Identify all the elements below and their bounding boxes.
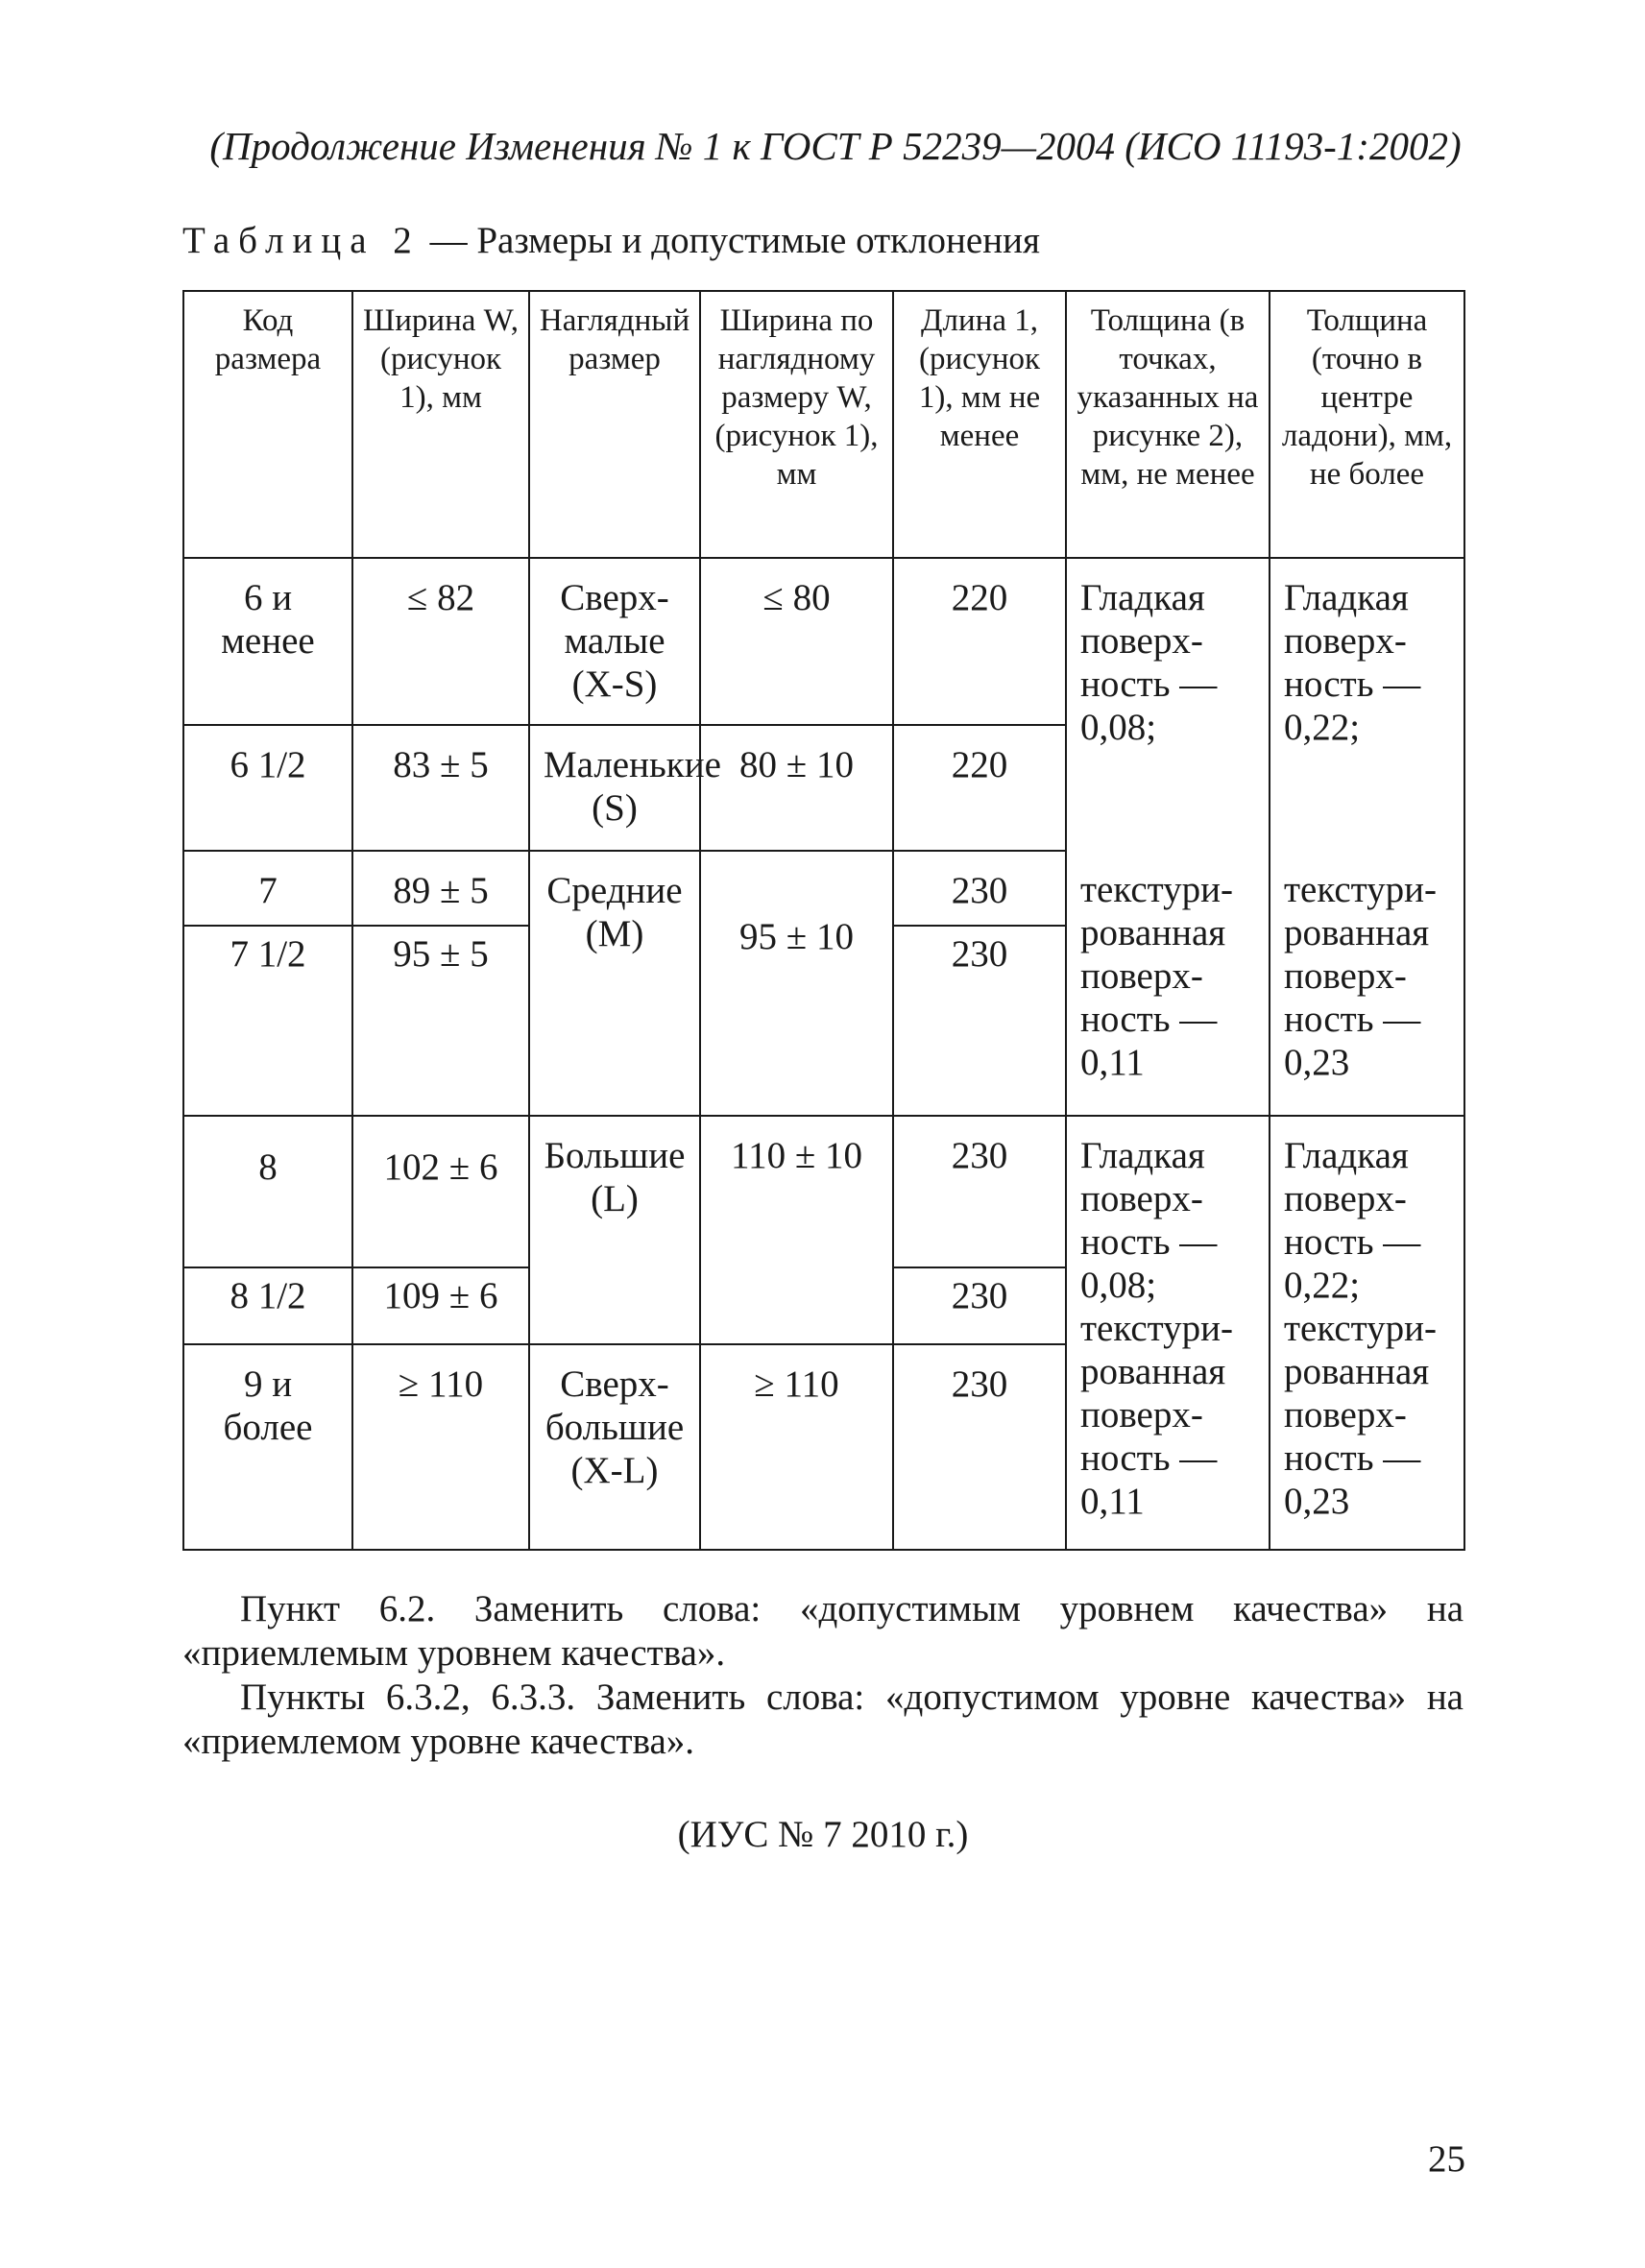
table-row	[183, 851, 1464, 926]
cell-visual-size: Средние (М)	[529, 851, 700, 1116]
paragraph-text: Пункт 6.2. Заменить слова: «допустимым уровнем качества» на «приемлемым уровнем качества».	[182, 1588, 1464, 1674]
paragraph-6-2	[182, 1587, 1464, 1676]
paragraph-text: Пункты 6.3.2, 6.3.3. Заменить слова: «допустимом уровне качества» на «приемлемом уровне качества».	[182, 1677, 1464, 1762]
cell-visual-size: Сверх-большие (X-L)	[529, 1344, 700, 1550]
header-size-code: Код размера	[183, 291, 352, 558]
cell-length: 220	[893, 558, 1066, 725]
cell-width: ≥ 110	[352, 1344, 529, 1550]
header-visual-size: Наглядный размер	[529, 291, 700, 558]
cell-code: 9 и более	[183, 1344, 352, 1550]
page-number: 25	[1428, 2138, 1465, 2180]
cell-thickness-max-smooth: Гладкая поверх-ность — 0,22;	[1270, 558, 1464, 851]
header-width: Ширина W, (рисунок 1), мм	[352, 291, 529, 558]
cell-code: 8	[183, 1116, 352, 1267]
header-length: Длина 1, (рисунок 1), мм не менее	[893, 291, 1066, 558]
table-caption-label: Таблица 2	[182, 220, 421, 261]
cell-code: 8 1/2	[183, 1267, 352, 1344]
cell-length: 230	[893, 926, 1066, 1116]
cell-code: 6 1/2	[183, 725, 352, 851]
cell-width-by-size: 110 ± 10	[700, 1116, 893, 1344]
cell-length: 230	[893, 1344, 1066, 1550]
cell-length: 230	[893, 1267, 1066, 1344]
header-thickness-max: Толщина (точно в центре ладони), мм, не более	[1270, 291, 1464, 558]
document-header: (Продолжение Изменения № 1 к ГОСТ Р 52239—2004 (ИСО 11193-1:2002)	[209, 124, 1462, 168]
paragraph-6-3	[182, 1676, 1464, 1764]
cell-code: 7 1/2	[183, 926, 352, 1116]
ius-reference: (ИУС № 7 2010 г.)	[677, 1814, 969, 1855]
cell-thickness-max: Гладкая поверх-ность — 0,22; текстури-рованная поверх-ность — 0,23	[1270, 1116, 1464, 1550]
cell-thickness-min: Гладкая поверх-ность — 0,08; текстури-рованная поверх-ность — 0,11	[1066, 1116, 1270, 1550]
cell-width-by-size: 80 ± 10	[700, 725, 893, 851]
cell-code: 7	[183, 851, 352, 926]
table-row	[183, 1116, 1464, 1267]
cell-width: 89 ± 5	[352, 851, 529, 926]
cell-code: 6 и менее	[183, 558, 352, 725]
table-header-row	[183, 291, 1464, 558]
cell-length: 230	[893, 851, 1066, 926]
cell-thickness-min-smooth: Гладкая поверх-ность — 0,08;	[1066, 558, 1270, 851]
sizes-table	[182, 290, 1465, 1551]
cell-length: 220	[893, 725, 1066, 851]
cell-width: ≤ 82	[352, 558, 529, 725]
cell-width: 109 ± 6	[352, 1267, 529, 1344]
cell-visual-size: Маленькие (S)	[529, 725, 700, 851]
cell-visual-size: Сверх-малые (X-S)	[529, 558, 700, 725]
cell-thickness-max-textured: текстури-рованная поверх-ность — 0,23	[1270, 851, 1464, 1116]
cell-length: 230	[893, 1116, 1066, 1267]
table-row	[183, 558, 1464, 725]
cell-thickness-min-textured: текстури-рованная поверх-ность — 0,11	[1066, 851, 1270, 1116]
cell-visual-size: Большие (L)	[529, 1116, 700, 1344]
cell-width-by-size: ≤ 80	[700, 558, 893, 725]
cell-width: 102 ± 6	[352, 1116, 529, 1267]
table-caption	[182, 219, 1040, 262]
header-width-by-size: Ширина по наглядному размеру W, (рисунок 1), мм	[700, 291, 893, 558]
cell-width-by-size: ≥ 110	[700, 1344, 893, 1550]
cell-width: 95 ± 5	[352, 926, 529, 1116]
table-caption-text: — Размеры и допустимые отклонения	[420, 220, 1040, 261]
header-thickness-min: Толщина (в точках, указанных на рисунке 2), мм, не менее	[1066, 291, 1270, 558]
cell-width: 83 ± 5	[352, 725, 529, 851]
cell-width-by-size: 95 ± 10	[700, 851, 893, 1116]
